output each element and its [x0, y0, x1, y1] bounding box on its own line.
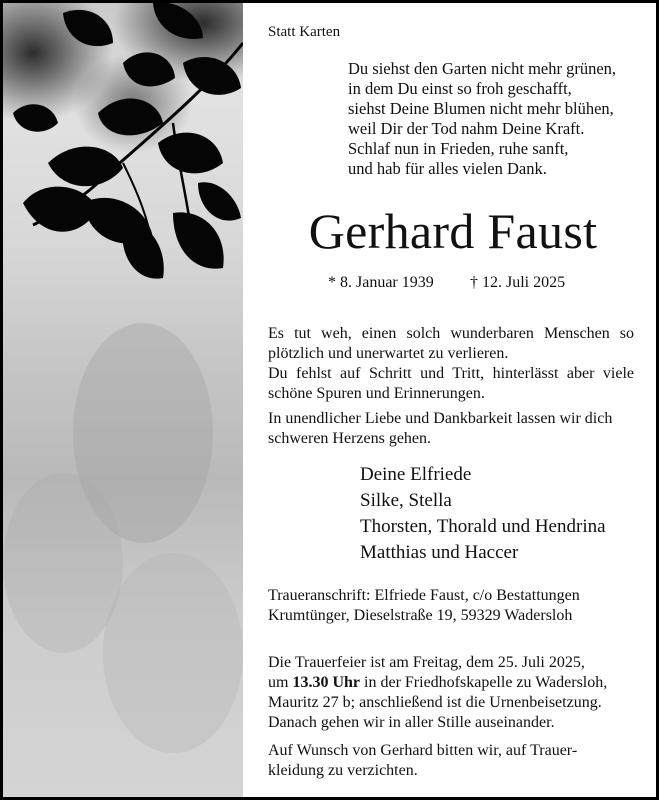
poem-line: siehst Deine Blumen nicht mehr blühen, — [348, 99, 614, 118]
poem-line: Schlaf nun in Frieden, ruhe sanft, — [348, 139, 569, 158]
leaves-photo — [3, 3, 243, 797]
funeral-service-info — [268, 653, 634, 733]
family-members — [360, 462, 606, 566]
service-line: Die Trauerfeier ist am Freitag, dem 25. Juli 2025, — [268, 654, 585, 671]
service-text: um — [268, 674, 293, 691]
mourning-dress-note — [268, 741, 634, 781]
service-line: Danach gehen wir in aller Stille auseinander. — [268, 714, 555, 731]
poem-line: und hab für alles vielen Dank. — [348, 159, 547, 178]
poem-line: in dem Du einst so froh geschafft, — [348, 79, 572, 98]
service-text: in der Friedhofskapelle zu Wadersloh, — [360, 674, 608, 691]
service-line — [268, 673, 634, 693]
poem-line: weil Dir der Tod nahm Deine Kraft. — [348, 119, 585, 138]
family-member: Deine Elfriede — [360, 464, 472, 485]
message-line: schöne Spuren und Erinnerungen. — [268, 385, 485, 402]
address-line: Krumtünger, Dieselstraße 19, 59329 Wadersloh — [268, 607, 573, 624]
wish-line: kleidung zu verzichten. — [268, 762, 418, 779]
poem-line: Du siehst den Garten nicht mehr grünen, — [348, 59, 617, 78]
statt-karten-label: Statt Karten — [268, 24, 341, 40]
obituary-text — [268, 3, 638, 797]
service-line: Mauritz 27 b; anschließend ist die Urnenbeisetzung. — [268, 694, 602, 711]
wish-line: Auf Wunsch von Gerhard bitten wir, auf Trauer- — [268, 742, 578, 759]
message-line: In unendlicher Liebe und Dankbarkeit lassen wir dich — [268, 410, 613, 427]
message-line: Du fehlst auf Schritt und Tritt, hinterlässt aber viele — [268, 365, 634, 382]
family-member: Silke, Stella — [360, 490, 452, 511]
message-line: plötzlich und unerwartet zu verlieren. — [268, 345, 509, 362]
death-date: † 12. Juli 2025 — [470, 274, 566, 291]
birth-date: * 8. Januar 1939 — [328, 274, 434, 291]
deceased-name: Gerhard Faust — [308, 203, 598, 259]
message-line: Es tut weh, einen solch wunderbaren Menschen so — [268, 325, 634, 342]
family-member: Matthias und Haccer — [360, 542, 519, 563]
leaves-silhouette-icon — [3, 3, 243, 797]
poem — [348, 59, 648, 179]
family-member: Thorsten, Thorald und Hendrina — [360, 516, 606, 537]
message-paragraph-1 — [268, 324, 634, 404]
message-line: schweren Herzens gehen. — [268, 430, 432, 447]
address-line: Traueranschrift: Elfriede Faust, c/o Bestattungen — [268, 587, 580, 604]
service-time: 13.30 Uhr — [292, 674, 361, 691]
condolence-address — [268, 586, 634, 626]
message-paragraph-2 — [268, 409, 634, 449]
